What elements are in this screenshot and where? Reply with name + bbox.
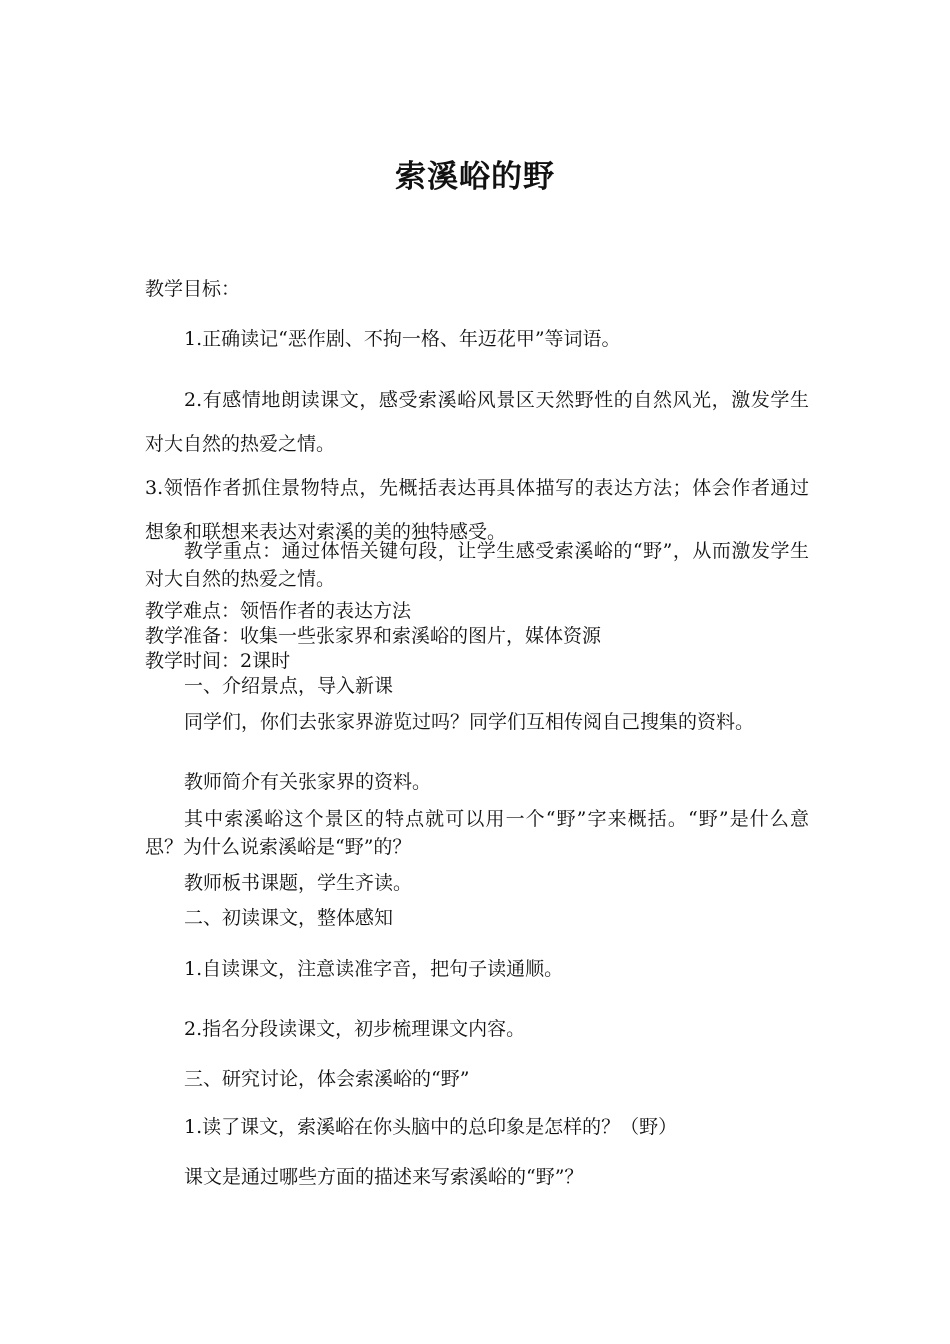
teaching-time: 教学时间：2课时 <box>145 650 291 672</box>
section-1-paragraph-4: 教师板书课题，学生齐读。 <box>184 872 413 894</box>
section-1-paragraph-1: 同学们，你们去张家界游览过吗？同学们互相传阅自己搜集的资料。 <box>184 711 755 733</box>
section-3-item-1: 1.读了课文，索溪峪在你头脑中的总印象是怎样的？（野） <box>184 1116 678 1138</box>
section-3-heading: 三、研究讨论，体会索溪峪的“野” <box>184 1068 470 1090</box>
document-title: 索溪峪的野 <box>395 159 555 195</box>
goal-1: 1.正确读记“恶作剧、不拘一格、年迈花甲”等词语。 <box>184 328 621 350</box>
section-1-paragraph-2: 教师简介有关张家界的资料。 <box>184 771 432 793</box>
goal-3: 3.领悟作者抓住景物特点，先概括表达再具体描写的表达方法；体会作者通过想象和联想来表达对索溪的美的独特感受。 <box>145 477 809 543</box>
teaching-focus: 教学重点：通过体悟关键句段，让学生感受索溪峪的“野”，从而激发学生对大自然的热爱之情。 <box>145 540 809 590</box>
teaching-preparation: 教学准备：收集一些张家界和索溪峪的图片，媒体资源 <box>145 625 602 647</box>
section-2-item-2: 2.指名分段读课文，初步梳理课文内容。 <box>184 1018 526 1040</box>
section-2-item-1: 1.自读课文，注意读准字音，把句子读通顺。 <box>184 958 564 980</box>
section-2-heading: 二、初读课文，整体感知 <box>184 907 394 929</box>
teaching-difficulty: 教学难点：领悟作者的表达方法 <box>145 600 412 622</box>
section-1-heading: 一、介绍景点，导入新课 <box>184 675 394 697</box>
section-3-paragraph: 课文是通过哪些方面的描述来写索溪峪的“野”？ <box>184 1166 584 1188</box>
teaching-goals-heading: 教学目标： <box>145 278 241 300</box>
section-1-paragraph-3: 其中索溪峪这个景区的特点就可以用一个“野”字来概括。“野”是什么意思？为什么说索溪峪是“野”的？ <box>145 808 809 858</box>
goal-2: 2.有感情地朗读课文，感受索溪峪风景区天然野性的自然风光，激发学生对大自然的热爱之情。 <box>145 389 809 455</box>
